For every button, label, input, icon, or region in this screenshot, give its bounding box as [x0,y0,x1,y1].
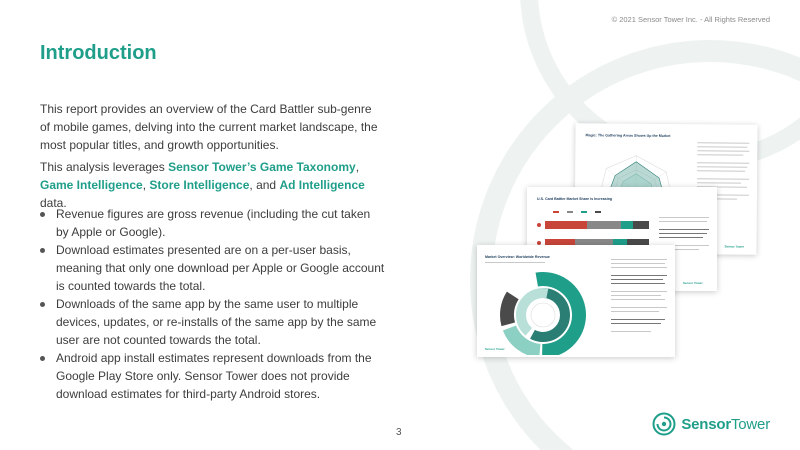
thumbnail-text-line [611,263,665,264]
bullet-icon [40,302,45,307]
logo-word-tower: Tower [730,415,770,433]
store-intelligence-highlight: Store Intelligence [149,178,250,192]
thumbnail-text-line [697,170,745,172]
list-item [40,295,385,349]
thumbnail-text-line [697,150,749,152]
list-item [40,349,385,403]
bullet-icon [40,248,45,253]
thumbnail-text-line [611,323,661,324]
data-sources-paragraph [40,158,380,212]
thumbnail-subtitle-line [485,262,545,263]
thumbnail-text-line [611,331,651,332]
thumbnail-title: Market Overview: Worldwide Revenue [485,255,550,259]
thumbnail-text-line [611,291,667,292]
comma-separator: , [142,178,150,192]
list-item [40,241,385,295]
thumbnail-logo: Sensor Tower [724,244,745,249]
bullet-icon [40,212,45,217]
methodology-bullet-list [40,205,385,403]
and-separator: , and [249,178,280,192]
thumbnail-logo: Sensor Tower [683,281,703,285]
bullet-text: Revenue figures are gross revenue (including the cut taken by Apple or Google). [56,207,371,239]
thumbnail-text-line [697,142,749,144]
sensor-tower-logo-icon [652,412,676,436]
thumbnail-text-line [697,146,747,148]
thumbnail-text-line [659,221,707,222]
thumbnail-text-line [659,233,707,234]
bullet-text: Android app install estimates represent downloads from the Google Play Store only. Sensor Tower does not provide download estimates for third-party Android stores. [56,351,372,401]
leverage-prefix: This analysis leverages [40,160,169,174]
bullet-text: Download estimates presented are on a per-user basis, meaning that only one download per Apple or Google account is counted towards the total. [56,243,385,293]
thumbnail-text-line [611,259,667,260]
page-title: Introduction [40,42,157,64]
leverage-suffix: data. [40,196,67,210]
thumbnail-text-line [697,162,749,164]
thumbnail-text-line [659,229,709,230]
thumbnail-text-line [697,182,741,184]
thumbnail-text-line [611,267,667,268]
thumbnail-text-line [611,279,663,280]
thumbnail-text-line [697,166,747,168]
sensor-tower-logo [652,412,770,436]
thumbnail-text-line [611,283,665,284]
thumbnail-logo: Sensor Tower [485,347,505,351]
comma-separator: , [355,160,360,174]
list-item [40,205,385,241]
sunburst-chart-thumbnail [483,265,593,355]
page-number: 3 [396,427,402,438]
thumbnail-text-line [611,311,659,312]
thumbnail-text-line [611,299,665,300]
thumbnail-text-line [611,307,667,308]
logo-wordmark [681,416,770,433]
thumbnail-text-line [611,319,665,320]
ad-intelligence-highlight: Ad Intelligence [279,178,365,192]
thumbnail-text-line [659,217,709,218]
thumbnail-title: U.S. Card Battler Market Share is Increasing [537,197,613,201]
thumbnail-text-line [611,295,661,296]
report-thumbnail-worldwide-revenue [477,245,675,357]
game-intelligence-highlight: Game Intelligence [40,178,143,192]
thumbnail-text-line [659,237,703,238]
intro-paragraph: This report provides an overview of the Card Battler sub-genre of mobile games, delving into the current market landscape, the most popular titles, and growth opportunities. [40,102,378,152]
game-taxonomy-highlight: Sensor Tower’s Game Taxonomy [168,160,356,174]
bullet-text: Downloads of the same app by the same user to multiple devices, updates, or re-installs of the same app by the same user are not counted towards the total. [56,297,377,347]
thumbnail-text-line [611,275,667,276]
copyright-notice: © 2021 Sensor Tower Inc. - All Rights Reserved [611,15,770,24]
thumbnail-title: Magic: The Gathering Areas Shows Up the Market [585,133,671,139]
bullet-icon [40,356,45,361]
thumbnail-text-line [697,178,749,180]
logo-word-sensor: Sensor [681,415,731,433]
thumbnail-text-line [697,154,743,156]
